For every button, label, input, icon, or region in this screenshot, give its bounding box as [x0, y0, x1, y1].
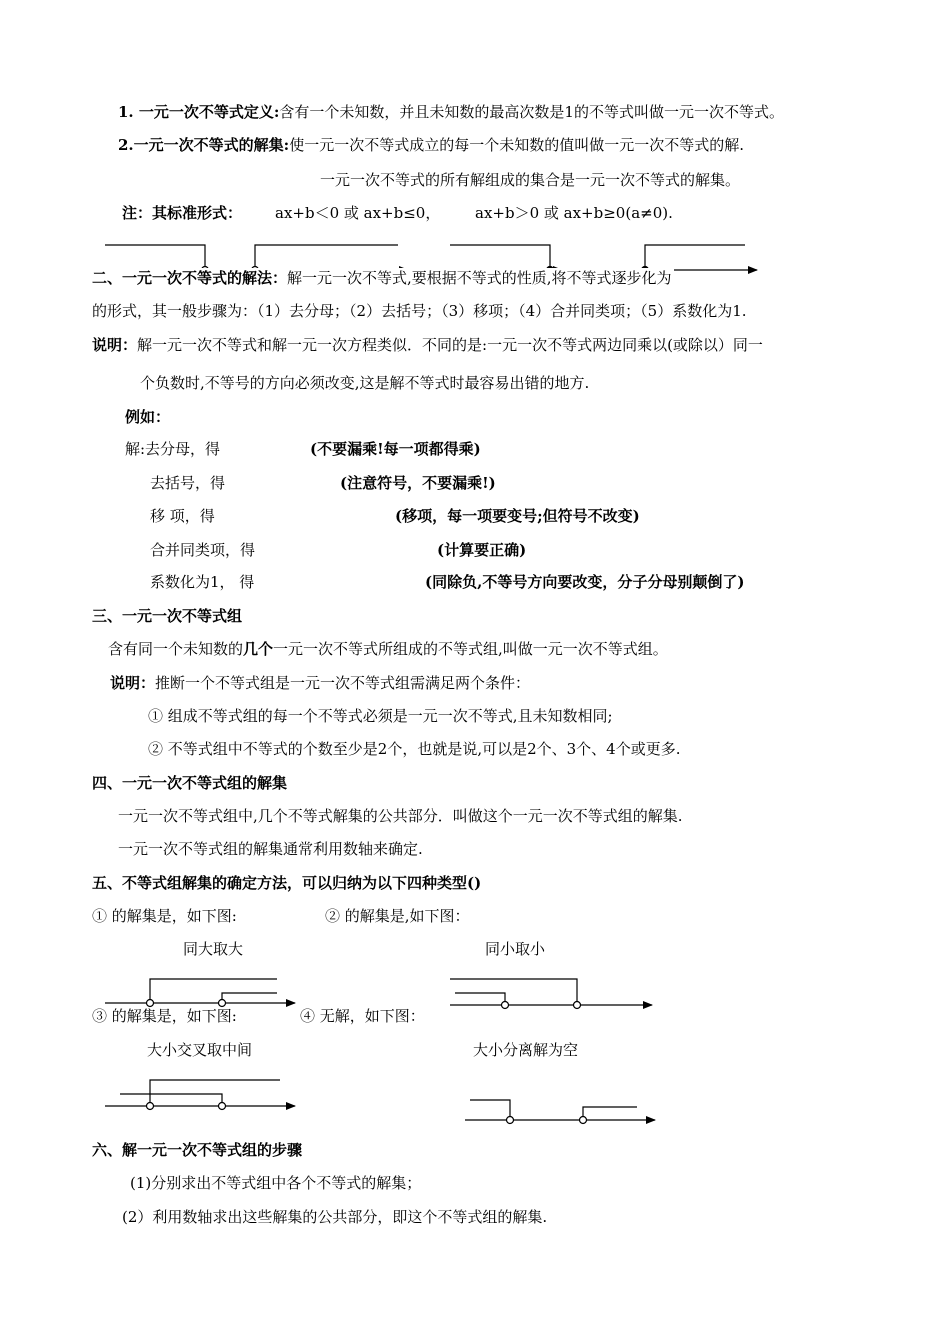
section-3-text-b: 一元一次不等式所组成的不等式组,叫做一元一次不等式组。	[273, 640, 668, 658]
number-line-separated	[465, 1100, 655, 1124]
solution-set-text: 使一元一次不等式成立的每一个未知数的值叫做一元一次不等式的解.	[289, 136, 744, 154]
condition-1: ① 组成不等式组的每一个不等式必须是一元一次不等式,且未知数相同;	[148, 707, 613, 725]
section-6-step-1: (1)分别求出不等式组中各个不等式的解集；	[130, 1174, 422, 1192]
step-tip-1: (不要漏乘!每一项都得乘)	[310, 440, 481, 458]
example-label: 例如：	[125, 408, 171, 426]
section-2-title: 二、一元一次不等式的解法：	[92, 269, 288, 287]
section-2-heading	[92, 268, 674, 288]
number-line-same-greater	[105, 979, 295, 1007]
step-tip-3: (移项，每一项要变号;但符号不改变)	[395, 507, 640, 525]
case-3: ③ 的解集是，如下图:	[92, 1007, 237, 1025]
solution-set-text-2: 一元一次不等式的所有解组成的集合是一元一次不等式的解集。	[320, 171, 741, 189]
step-tip-5: (同除负,不等号方向要改变，分子分母别颠倒了)	[425, 573, 745, 591]
standard-form-2: ax+b＞0 或 ax+b≥0(a≠0).	[475, 204, 673, 222]
section-3-note-text: 推断一个不等式组是一元一次不等式组需满足两个条件：	[155, 674, 531, 692]
definition-label: 1. 一元一次不等式定义:	[118, 103, 280, 121]
rule-3: 大小交叉取中间	[147, 1041, 253, 1059]
rule-1: 同大取大	[183, 940, 244, 958]
section-2-text-2: 的形式，其一般步骤为：（1）去分母；（2）去括号；（3）移项；（4）合并同类项；（5）系数化为1.	[92, 302, 747, 320]
step-tip-2: (注意符号，不要漏乘!)	[340, 474, 496, 492]
step-label-2: 去括号，得	[150, 474, 226, 492]
step-label-4: 合并同类项，得	[150, 541, 256, 559]
step-label-5: 系数化为1， 得	[150, 573, 255, 591]
case-2: ② 的解集是,如下图：	[325, 907, 470, 925]
case-1: ① 的解集是，如下图:	[92, 907, 237, 925]
rule-2: 同小取小	[485, 940, 546, 958]
solution-set-label: 2.一元一次不等式的解集:	[118, 136, 290, 154]
section-3-text-a: 含有同一个未知数的	[108, 640, 244, 658]
definition-text: 含有一个未知数，并且未知数的最高次数是1的不等式叫做一元一次不等式。	[279, 103, 784, 121]
section-4-text-2: 一元一次不等式组的解集通常利用数轴来确定.	[118, 840, 423, 858]
section-2-note-label: 说明：	[92, 336, 138, 354]
section-4-text-1: 一元一次不等式组中,几个不等式解集的公共部分．叫做这个一元一次不等式组的解集.	[118, 807, 683, 825]
section-2-note-text-1: 解一元一次不等式和解一元一次方程类似．不同的是:一元一次不等式两边同乘以(或除以）同一	[137, 336, 763, 354]
number-line-same-smaller	[450, 979, 652, 1009]
step-label-3: 移 项，得	[150, 507, 215, 525]
section-4-title: 四、一元一次不等式组的解集	[92, 774, 288, 792]
step-tip-4: (计算要正确)	[437, 541, 527, 559]
section-2-text-1: 解一元一次不等式,要根据不等式的性质,将不等式逐步化为	[287, 269, 672, 287]
section-3-text-bold: 几个	[243, 640, 274, 658]
rule-4: 大小分离解为空	[473, 1041, 579, 1059]
step-label-1: 解:去分母，得	[125, 440, 221, 458]
section-6-step-2: (2）利用数轴求出这些解集的公共部分，即这个不等式组的解集.	[122, 1208, 548, 1226]
standard-form-1: ax+b＜0 或 ax+b≤0，	[275, 204, 441, 222]
section-6-title: 六、解一元一次不等式组的步骤	[92, 1141, 303, 1159]
case-4: ④ 无解，如下图：	[300, 1007, 425, 1025]
section-2-note-text-2: 个负数时,不等号的方向必须改变,这是解不等式时最容易出错的地方.	[140, 374, 590, 392]
section-3-note-label: 说明：	[110, 674, 156, 692]
section-3-note	[110, 673, 530, 693]
number-line-crossing	[105, 1080, 295, 1110]
section-3-title: 三、一元一次不等式组	[92, 607, 243, 625]
section-2-note	[92, 335, 763, 355]
section-5-title: 五、不等式组解集的确定方法，可以归纳为以下四种类型()	[92, 874, 482, 892]
note-label: 注：其标准形式：	[122, 204, 243, 222]
condition-2: ② 不等式组中不等式的个数至少是2个，也就是说,可以是2个、3个、4个或更多.	[148, 740, 681, 758]
section-3-definition	[108, 639, 668, 659]
